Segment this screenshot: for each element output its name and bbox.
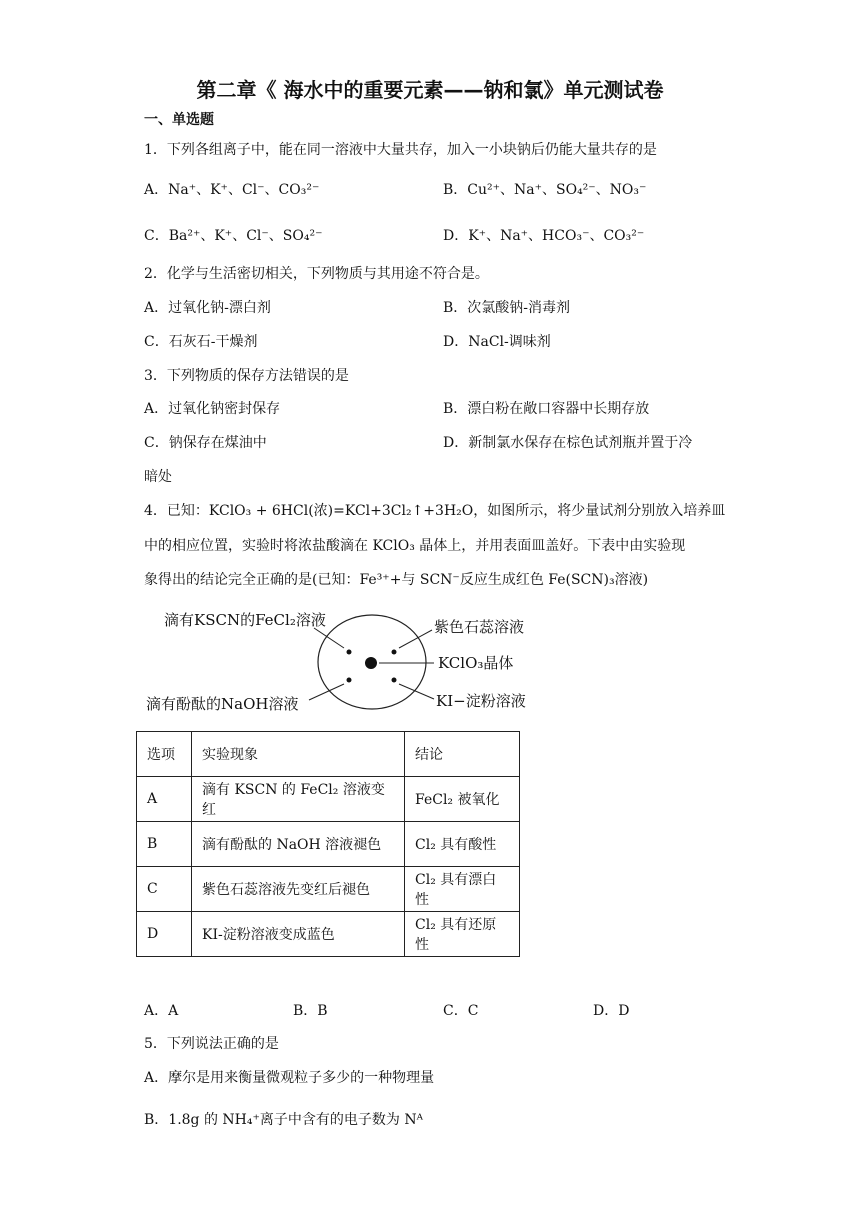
question-1-option-d: D．K⁺、Na⁺、HCO₃⁻、CO₃²⁻ — [443, 228, 645, 244]
question-2-option-b: B．次氯酸钠-消毒剂 — [443, 300, 571, 316]
table-row — [137, 867, 520, 912]
table-cell: 滴有 KSCN 的 FeCl₂ 溶液变红 — [192, 777, 405, 822]
ki-starch-drop-dot — [392, 678, 397, 683]
figure-label-naoh: 滴有酚酞的NaOH溶液 — [146, 695, 299, 713]
leader-line-naoh — [309, 684, 344, 700]
fecl2-drop-dot — [347, 650, 352, 655]
leader-line-fecl2 — [314, 628, 344, 648]
table-header-cell: 选项 — [137, 732, 192, 777]
question-4-option-d: D．D — [593, 1003, 630, 1019]
question-2-option-d: D．NaCl-调味剂 — [443, 334, 551, 350]
table-row — [137, 912, 520, 957]
question-3-option-a: A．过氧化钠密封保存 — [144, 401, 281, 417]
table-header-cell: 结论 — [405, 732, 520, 777]
question-1-stem: 1．下列各组离子中，能在同一溶液中大量共存，加入一小块钠后仍能大量共存的是 — [144, 142, 657, 158]
table-cell: 滴有酚酞的 NaOH 溶液褪色 — [192, 822, 405, 867]
table-cell: C — [137, 867, 192, 912]
table-cell: 紫色石蕊溶液先变红后褪色 — [192, 867, 405, 912]
question-5-option-a: A．摩尔是用来衡量微观粒子多少的一种物理量 — [144, 1070, 435, 1086]
question-5-stem: 5．下列说法正确的是 — [144, 1036, 279, 1052]
question-3-stem: 3．下列物质的保存方法错误的是 — [144, 368, 349, 384]
question-4-line-2: 中的相应位置，实验时将浓盐酸滴在 KClO₃ 晶体上，并用表面皿盖好。下表中由实验现 — [144, 538, 686, 554]
question-4-line-3: 象得出的结论完全正确的是(已知：Fe³⁺+与 SCN⁻反应生成红色 Fe(SCN)₃溶液) — [144, 572, 649, 588]
question-2-option-c: C．石灰石-干燥剂 — [144, 334, 258, 350]
question-1-option-b: B．Cu²⁺、Na⁺、SO₄²⁻、NO₃⁻ — [443, 182, 647, 198]
page-title: 第二章《 海水中的重要元素——钠和氯》单元测试卷 — [196, 78, 664, 102]
question-4-option-a: A．A — [144, 1003, 179, 1019]
table-cell: Cl₂ 具有酸性 — [405, 822, 520, 867]
question-2-stem: 2．化学与生活密切相关，下列物质与其用途不符合是。 — [144, 266, 489, 282]
question-1-option-c: C．Ba²⁺、K⁺、Cl⁻、SO₄²⁻ — [144, 228, 323, 244]
leader-line-litmus — [399, 630, 432, 648]
section-heading: 一、单选题 — [144, 112, 214, 128]
petri-dish-figure — [144, 600, 544, 724]
question-4-option-b: B．B — [293, 1003, 328, 1019]
question-3-option-b: B．漂白粉在敞口容器中长期存放 — [443, 401, 650, 417]
question-3-option-c: C．钠保存在煤油中 — [144, 435, 267, 451]
figure-label-fecl2: 滴有KSCN的FeCl₂溶液 — [164, 611, 326, 629]
question-4-option-c: C．C — [443, 1003, 479, 1019]
table-row — [137, 822, 520, 867]
results-table — [136, 731, 520, 957]
table-cell: D — [137, 912, 192, 957]
question-3-option-d-continued: 暗处 — [144, 469, 172, 485]
litmus-drop-dot — [392, 650, 397, 655]
question-5-option-b: B．1.8g 的 NH₄⁺离子中含有的电子数为 Nᴬ — [144, 1112, 423, 1128]
question-4-line-1: 4．已知：KClO₃ + 6HCl(浓)=KCl+3Cl₂↑+3H₂O，如图所示，将少量试剂分别放入培养皿 — [144, 503, 726, 519]
table-cell: FeCl₂ 被氧化 — [405, 777, 520, 822]
table-cell: KI-淀粉溶液变成蓝色 — [192, 912, 405, 957]
question-2-option-a: A．过氧化钠-漂白剂 — [144, 300, 271, 316]
question-1-option-a: A．Na⁺、K⁺、Cl⁻、CO₃²⁻ — [144, 182, 320, 198]
kclo3-crystal-dot — [365, 657, 377, 669]
question-3-option-d: D．新制氯水保存在棕色试剂瓶并置于冷 — [443, 435, 693, 451]
figure-label-litmus: 紫色石蕊溶液 — [434, 618, 525, 636]
table-cell: Cl₂ 具有还原性 — [405, 912, 520, 957]
table-row — [137, 777, 520, 822]
table-header-cell: 实验现象 — [192, 732, 405, 777]
table-cell: B — [137, 822, 192, 867]
table-header-row — [137, 732, 520, 777]
table-cell: A — [137, 777, 192, 822]
figure-label-ki-starch: KI−淀粉溶液 — [436, 692, 526, 710]
figure-label-kclo3: KClO₃晶体 — [438, 654, 514, 672]
leader-line-ki — [399, 684, 434, 699]
table-cell: Cl₂ 具有漂白性 — [405, 867, 520, 912]
naoh-drop-dot — [347, 678, 352, 683]
